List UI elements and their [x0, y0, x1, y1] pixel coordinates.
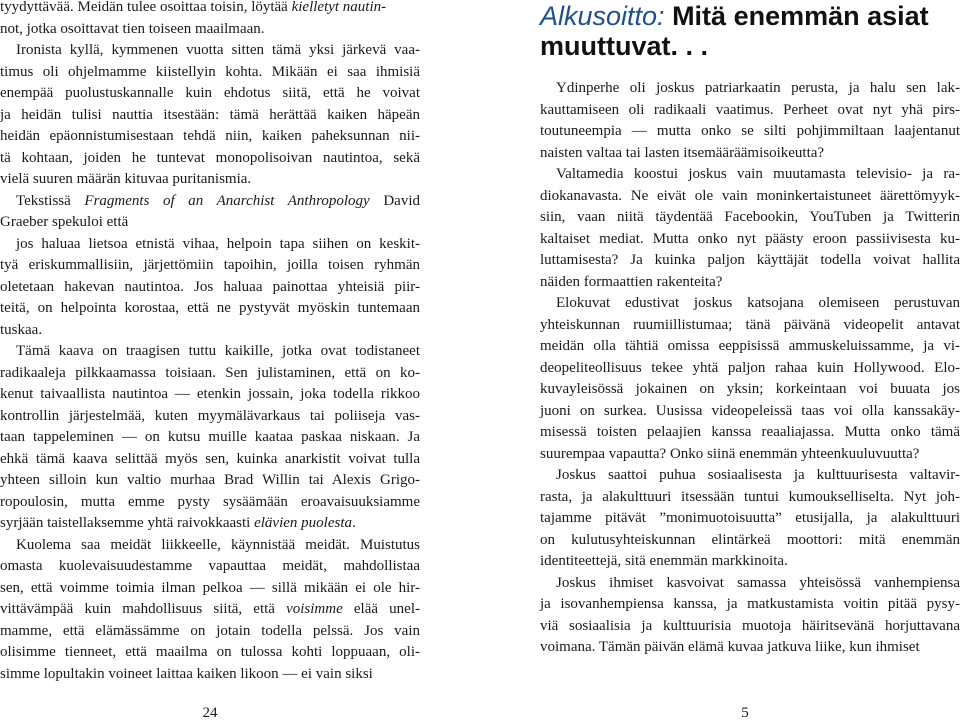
text-line — [0, 449, 420, 469]
text-line — [0, 384, 420, 404]
text-line — [540, 336, 960, 356]
text-run: diokanavasta. Ne eivät ole vain moninkertaistuneet äärettömyyk- — [540, 187, 960, 204]
chapter-heading-line1: Mitä enemmän asiat — [664, 1, 929, 31]
text-line — [540, 551, 960, 571]
text-line — [0, 234, 420, 254]
text-line — [540, 422, 960, 442]
italic-run: voisimme — [286, 601, 343, 617]
text-run: Tekstissä — [16, 192, 85, 209]
text-line — [0, 83, 420, 103]
text-line — [540, 186, 960, 206]
text-run: simme lopultakin voineet laittaa kaiken likoon — ei vain siksi — [0, 665, 373, 682]
chapter-heading — [540, 0, 960, 32]
text-run: misessä toisten pelaajien kanssa reaaliajassa. Mutta onko tämä — [540, 424, 960, 440]
text-run: tyydyttävää. Meidän tulee osoittaa toisin, löytää — [0, 0, 292, 15]
text-line — [540, 573, 960, 593]
text-run: Valtamedia koostui joskus vain muutamasta televisio- ja ra- — [556, 166, 960, 182]
text-line — [0, 427, 420, 447]
text-run: naisten valtaa tai lasten itsemääräämisoikeutta? — [540, 144, 825, 161]
text-run: heidän epäonnistumisestaan tehdä niin, kaiken paheksunnan nii- — [0, 128, 420, 144]
text-run: siin, vaan niitä täydentää Facebookin, YouTuben ja Twitterin — [540, 209, 960, 225]
text-run: elää unel- — [342, 601, 420, 617]
text-line — [540, 143, 960, 163]
text-run: Joskus ihmiset kasvoivat samassa yhteisössä vanhempiensa — [556, 574, 960, 591]
text-line — [540, 100, 960, 120]
text-line — [0, 535, 420, 555]
text-run: jos haluaa lietsoa etnistä vihaa, helpoin tapa siihen on keskit- — [16, 235, 420, 252]
italic-run: elävien puolesta — [254, 515, 352, 531]
text-run: Ironista kyllä, kymmenen vuotta sitten tämä yksi järkevä vaa- — [16, 42, 420, 58]
text-run: deopeliteollisuus tekee yhtä paljon rahaa kuin Hollywood. Elo- — [540, 359, 960, 376]
text-run: kauttamiseen oli radikaali vaatimus. Perheet ovat nyt yhä pirs- — [540, 101, 960, 118]
text-line — [0, 320, 420, 340]
text-line — [540, 379, 960, 399]
text-run: mamme, että elämässämme on jotain todella pelssä. Jos vain — [0, 622, 420, 639]
text-line — [0, 0, 420, 17]
text-run: Graeber spekuloi että — [0, 214, 129, 230]
text-run: tuskaa. — [0, 321, 43, 338]
text-run: teitä, on helpointa korostaa, että ne pystyvät myöskin tuntemaan — [0, 300, 420, 316]
text-line — [0, 255, 420, 275]
text-line — [540, 207, 960, 227]
text-line — [0, 212, 420, 232]
text-line — [540, 594, 960, 614]
text-line — [0, 126, 420, 146]
text-line — [0, 556, 420, 576]
text-run: tä kohtaan, joiden he tuntevat monopolisoivan nautintoa, sekä — [0, 149, 420, 166]
text-run: ropoulosin, mutta emme pysty sysäämään eroavaisuuksiamme — [0, 493, 420, 510]
text-run: on kulutusyhteiskunnan elintärkeä moottori: mitä enemmän — [540, 531, 960, 548]
text-line — [0, 19, 420, 39]
text-line — [0, 298, 420, 318]
text-line — [0, 62, 420, 82]
text-run: rasta, ja alakulttuuri itsessään tuntui kumoukselliselta. Nyt joh- — [540, 488, 960, 505]
text-line — [540, 487, 960, 507]
text-run: meidän olla tähtiä omissa eeppisissä ammuskeluissamme, ja vi- — [540, 338, 960, 354]
text-line — [0, 470, 420, 490]
text-run: tajamme pitävät ”monimuotoisuutta” etusijalla, ja alakulttuuri — [540, 510, 960, 526]
text-line — [540, 229, 960, 249]
text-run: näiden formaattien rakenteita? — [540, 273, 723, 290]
page-number-left: 24 — [202, 705, 218, 721]
italic-run: kielletyt nautin- — [291, 0, 387, 15]
text-line — [0, 363, 420, 383]
text-run: toutuneempia — mutta onko se silti pohjimmiltaan laajentanut — [540, 123, 960, 139]
text-run: sen, että voimme toimia ilman pelkoa — sillä mikään ei ole hir- — [0, 579, 420, 596]
text-run: kenut taivaallista nautintoa — etenkin jossain, joka todella rikkoo — [0, 386, 420, 402]
text-run: David — [369, 192, 420, 209]
text-line — [540, 444, 960, 464]
text-line — [0, 513, 420, 533]
text-run: Tämä kaava on traagisen tuttu kaikille, jotka ovat todistaneet — [16, 343, 420, 359]
text-run: identiteettejä, sitä enemmän markkinoita. — [540, 553, 788, 569]
text-run: vittävämpää kuin mahdollisuus siitä, että — [0, 601, 287, 617]
text-line — [540, 272, 960, 292]
text-line — [0, 191, 420, 211]
text-line — [540, 358, 960, 378]
text-run: Joskus saattoi puhua sosiaalisesta ja kulttuurisesta valtavir- — [556, 467, 960, 483]
chapter-heading-prefix: Alkusoitto: — [540, 1, 665, 31]
text-line — [0, 105, 420, 125]
text-line — [540, 315, 960, 335]
text-line — [0, 578, 420, 598]
text-run: viä sosiaalisia ja kulttuurisia muotoja häiritsevänä horjuttavana — [540, 617, 960, 634]
text-run: voimana. Tämän päivän elämä kuvaa jatkuva liike, kun ihmiset — [540, 639, 920, 655]
text-run: not, jotka osoittavat tien toiseen maailmaan. — [0, 20, 265, 37]
text-line — [540, 121, 960, 141]
text-line — [540, 293, 960, 313]
text-line — [540, 465, 960, 485]
text-run: enempää puolustuskannalle kuin ehdotus siitä, että he voivat — [0, 85, 420, 101]
text-run: tyä eriskummallisiin, järjettömiin tapoihin, joilla toisen ryhmän — [0, 257, 420, 273]
text-run: vielä suuren määrän kituvaa puritanismia. — [0, 171, 252, 187]
text-line — [540, 508, 960, 528]
text-run: oletetaan hakevan nautintoa. Jos haluaa painottaa yhteisiä piir- — [0, 278, 420, 295]
text-line — [0, 40, 420, 60]
text-run: timus oli ohjelmamme kiistellyin kohta. Mikään ei saa ihmisiä — [0, 63, 420, 80]
text-line — [0, 621, 420, 641]
text-run: taan tappeleminen — on kutsu muille kaataa paskaa niskaan. Ja — [0, 429, 420, 445]
text-run: ehkä tämä kaava selittää myös sen, kuinka anarkistit voivat tulla — [0, 450, 420, 467]
text-line — [0, 169, 420, 189]
text-run: kaltaiset mediat. Mutta onko nyt päästy eroon passiivisesta ku- — [540, 230, 960, 247]
text-run: radikaaleja pilkkaamassa toisiaan. Sen julistaminen, että on ko- — [0, 364, 420, 381]
text-run: yhteen silloin kun valtio murhaa Brad Willin tai Alexis Grigo- — [0, 472, 420, 488]
text-line — [540, 250, 960, 270]
text-run: ja heidän tulisi nauttia itsestään: tämä herättää kaiken häpeän — [0, 106, 420, 123]
text-run: juoni on surkea. Uusissa videopeleissä taas voi olla kanssakäy- — [540, 402, 960, 419]
text-line — [0, 664, 420, 684]
page-number-right: 5 — [741, 705, 749, 721]
text-run: syrjään taistellaksemme yhtä raivokkaasti — [0, 515, 255, 531]
text-line — [0, 341, 420, 361]
text-line — [0, 492, 420, 512]
text-run: omasta kuolevaisuudestamme vapauttaa meidät, mahdollistaa — [0, 558, 420, 574]
chapter-heading-line2: muuttuvat. . . — [540, 31, 708, 61]
text-run: kuvayleisössä jokainen on yksin; korkeintaan voi buuata jos — [540, 381, 960, 397]
text-line — [540, 616, 960, 636]
text-run: Ydinperhe oli joskus patriarkaatin perusta, ja halu sen lak- — [556, 80, 960, 96]
italic-run: Fragments of an Anarchist Anthropology — [84, 192, 370, 209]
text-run: . — [351, 515, 356, 531]
text-line — [0, 277, 420, 297]
text-line — [540, 164, 960, 184]
text-run: ja isovanhempiensa kanssa, ja matkustamista voitin pitää pysy- — [540, 596, 960, 612]
text-run: suurempaa vapautta? Onko siinä enemmän yhteenkuuluvuutta? — [540, 445, 920, 462]
text-run: kontrollin järjestelmää, kuten myymälävarkaus tai poliiseja vas- — [0, 407, 420, 424]
text-line — [540, 637, 960, 657]
text-line — [540, 78, 960, 98]
text-run: Kuolema saa meidät liikkeelle, käynnistää meidät. Muistutus — [16, 536, 420, 553]
text-run: Elokuvat edustivat joskus katsojana olemiseen perustuvan — [556, 295, 960, 311]
text-run: luttamisesta? Ja kuinka paljon käyttäjät todella voivat hallita — [540, 252, 960, 268]
text-line — [540, 530, 960, 550]
text-line — [0, 599, 420, 619]
text-run: yhteiskunnan ruumiillistumaa; tänä päivänä videopelit antavat — [540, 316, 960, 333]
text-line — [0, 148, 420, 168]
text-line — [0, 406, 420, 426]
text-line — [0, 642, 420, 662]
text-line — [540, 401, 960, 421]
text-run: olisimme tienneet, että maailma on tulossa kohti loppuaan, oli- — [0, 644, 420, 660]
